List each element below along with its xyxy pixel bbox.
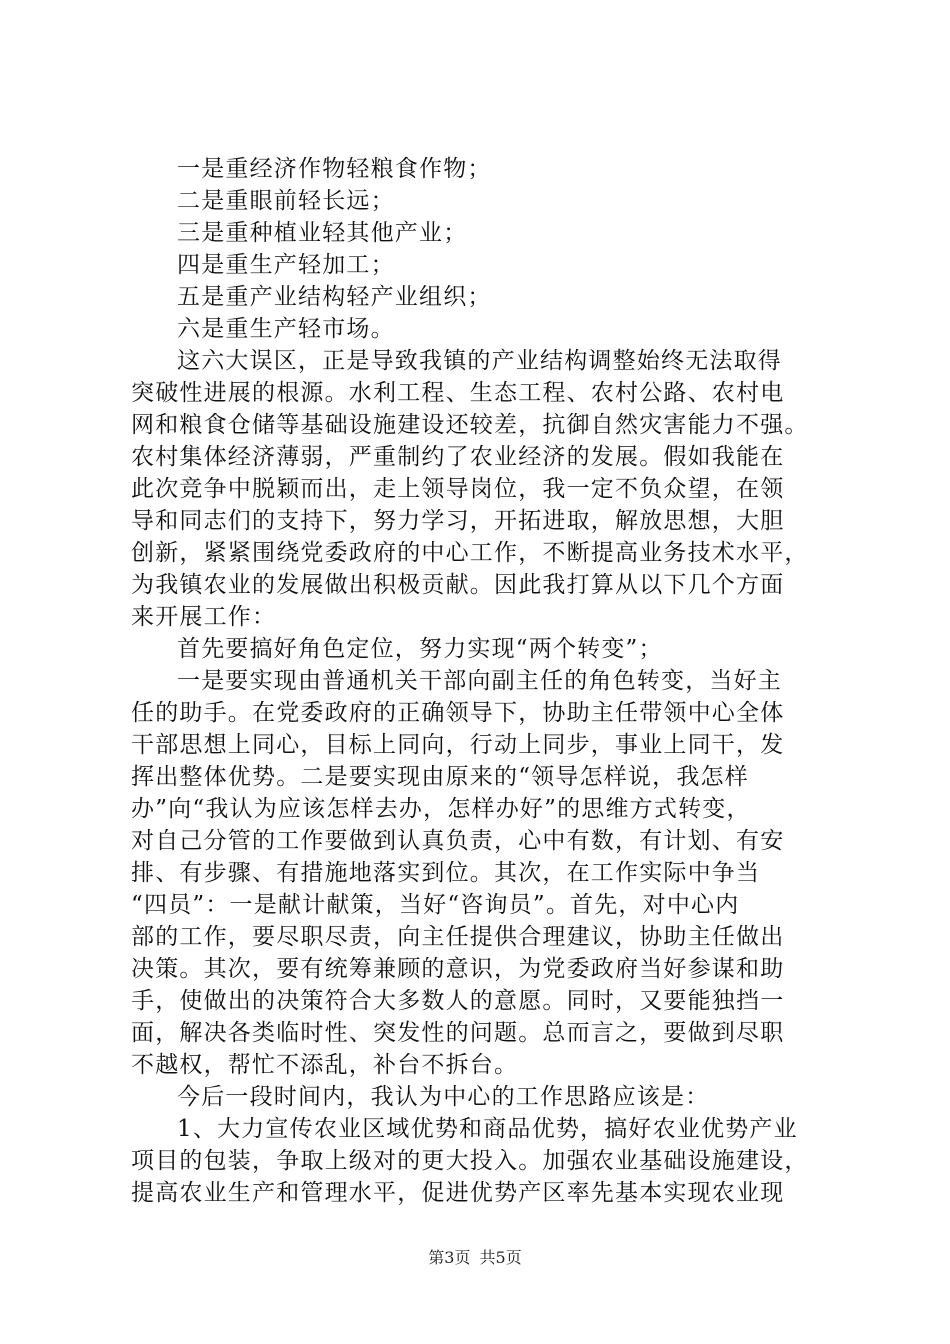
text-line: 六是重生产轻市场。 (177, 316, 395, 342)
text-line: 不越权，帮忙不添乱，补台不拆台。 (131, 1052, 519, 1078)
text-line: 一是重经济作物轻粮食作物； (177, 156, 492, 182)
text-line: 手，使做出的决策符合大多数人的意愿。同时，又要能独挡一 (131, 988, 785, 1014)
page-footer (0, 1248, 950, 1268)
text-line: 一是要实现由普通机关干部向副主任的角色转变，当好主 (177, 668, 782, 694)
text-line: 此次竞争中脱颖而出，走上领导岗位，我一定不负众望，在领 (131, 476, 785, 502)
document-body (131, 153, 831, 1209)
text-line: 今后一段时间内，我认为中心的工作思路应该是： (177, 1084, 710, 1110)
text-line: 五是重产业结构轻产业组织； (177, 284, 492, 310)
text-line: 来开展工作： (131, 604, 277, 630)
text-line: 三是重种植业轻其他产业； (177, 220, 468, 246)
text-line: 项目的包装，争取上级对的更大投入。加强农业基础设施建设， (131, 1148, 809, 1174)
text-line: 农村集体经济薄弱，严重制约了农业经济的发展。假如我能在 (131, 444, 785, 470)
page-total: 共5页 (479, 1248, 522, 1267)
text-line: 任的助手。在党委政府的正确领导下，协助主任带领中心全体 (131, 700, 785, 726)
text-line: 首先要搞好角色定位，努力实现“两个转变”； (177, 636, 663, 662)
text-line: 决策。其次，要有统筹兼顾的意识，为党委政府当好参谋和助 (131, 956, 785, 982)
text-line: 网和粮食仓储等基础设施建设还较差，抗御自然灾害能力不强。 (131, 412, 809, 438)
text-line: 二是重眼前轻长远； (177, 188, 395, 214)
text-line: 四是重生产轻加工； (177, 252, 395, 278)
page-number: 第3页 (428, 1248, 471, 1267)
text-line: 这六大误区，正是导致我镇的产业结构调整始终无法取得 (177, 348, 782, 374)
text-line: 办”向“我认为应该怎样去办，怎样办好”的思维方式转变， (131, 796, 751, 822)
text-line: 突破性进展的根源。水利工程、生态工程、农村公路、农村电 (131, 380, 785, 406)
text-line: 干部思想上同心，目标上同向，行动上同步，事业上同干，发 (131, 732, 785, 758)
text-line: 部的工作，要尽职尽责，向主任提供合理建议，协助主任做出 (131, 924, 785, 950)
text-line: 挥出整体优势。二是要实现由原来的“领导怎样说，我怎样 (131, 764, 749, 790)
text-line: 导和同志们的支持下，努力学习，开拓进取，解放思想，大胆 (131, 508, 785, 534)
text-line: 面，解决各类临时性、突发性的问题。总而言之，要做到尽职 (131, 1020, 785, 1046)
text-line: 排、有步骤、有措施地落实到位。其次，在工作实际中争当 (131, 860, 761, 886)
text-line: 对自己分管的工作要做到认真负责，心中有数，有计划、有安 (131, 828, 785, 854)
text-line: 为我镇农业的发展做出积极贡献。因此我打算从以下几个方面 (131, 572, 785, 598)
text-line: 创新，紧紧围绕党委政府的中心工作，不断提高业务技术水平， (131, 540, 809, 566)
text-line: 提高农业生产和管理水平，促进优势产区率先基本实现农业现 (131, 1180, 785, 1206)
text-line: 1、大力宣传农业区域优势和商品优势，搞好农业优势产业 (177, 1116, 798, 1142)
text-line: “四员”：一是献计献策，当好“咨询员”。首先，对中心内 (131, 892, 740, 918)
